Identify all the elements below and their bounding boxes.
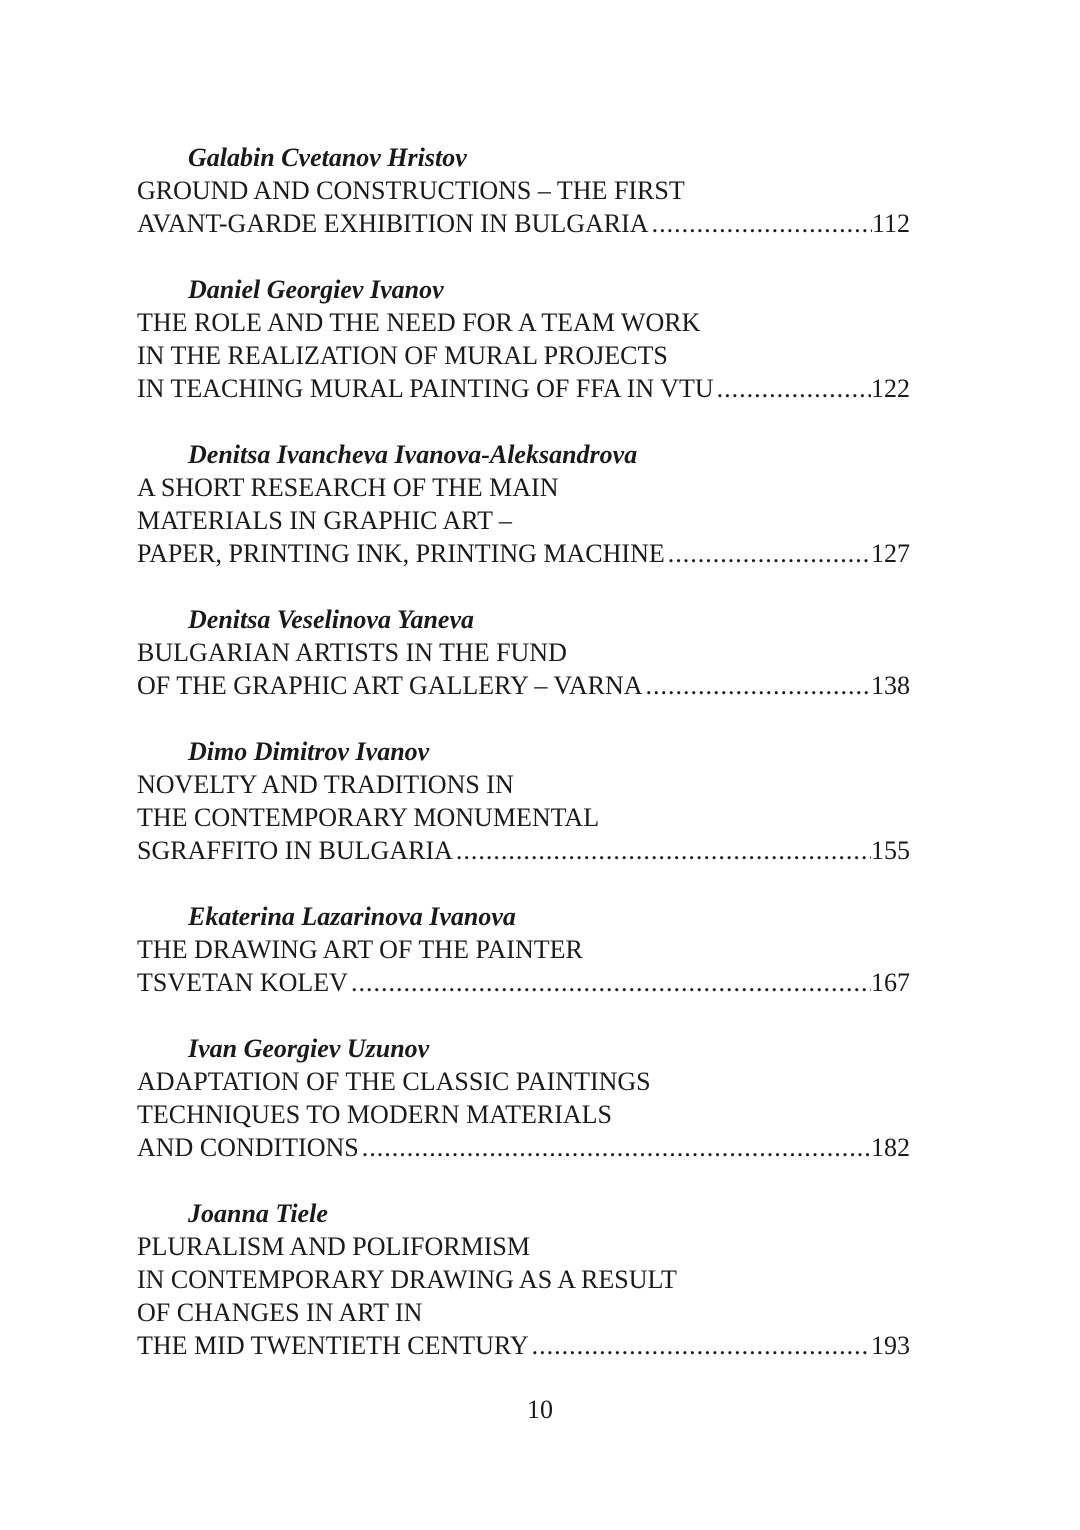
entry-title-line: THE ROLE AND THE NEED FOR A TEAM WORK [137, 308, 701, 337]
entry-title-line: AND CONDITIONS [137, 1133, 359, 1162]
entry-title-line: AVANT-GARDE EXHIBITION IN BULGARIA [137, 209, 649, 238]
dot-leader [649, 207, 872, 240]
toc-entry [137, 273, 910, 405]
entry-title-line: PAPER, PRINTING INK, PRINTING MACHINE [137, 539, 665, 568]
entry-title-line: IN TEACHING MURAL PAINTING OF FFA IN VTU [137, 374, 714, 403]
toc-entry [137, 1197, 910, 1362]
entry-author: Ekaterina Lazarinova Ivanova [188, 902, 516, 931]
entry-title-line: A SHORT RESEARCH OF THE MAIN [137, 473, 559, 502]
entry-page-number: 193 [871, 1331, 910, 1360]
entry-last-line [137, 834, 910, 867]
dot-leader [359, 1131, 871, 1164]
dot-leader [348, 966, 871, 999]
entry-title-line: THE MID TWENTIETH CENTURY [137, 1331, 529, 1360]
entry-page-number: 138 [871, 671, 910, 700]
entry-title-line: BULGARIAN ARTISTS IN THE FUND [137, 638, 567, 667]
entry-page-number: 127 [871, 539, 910, 568]
toc-entry [137, 1032, 910, 1164]
entry-page-number: 112 [871, 209, 910, 238]
entry-title-line: GROUND AND CONSTRUCTIONS – THE FIRST [137, 176, 685, 205]
entry-last-line [137, 1131, 910, 1164]
entry-title-line: OF THE GRAPHIC ART GALLERY – VARNA [137, 671, 643, 700]
page-number: 10 [527, 1395, 553, 1424]
toc-entry [137, 438, 910, 570]
entry-author: Joanna Tiele [188, 1199, 328, 1228]
entry-title-line: PLURALISM AND POLIFORMISM [137, 1232, 530, 1261]
entry-last-line [137, 966, 910, 999]
entry-last-line [137, 537, 910, 570]
dot-leader [529, 1329, 871, 1362]
entry-title-line: IN CONTEMPORARY DRAWING AS A RESULT [137, 1265, 677, 1294]
entry-author: Ivan Georgiev Uzunov [188, 1034, 430, 1063]
entry-page-number: 155 [871, 836, 910, 865]
entry-author: Galabin Cvetanov Hristov [188, 143, 467, 172]
entry-author: Denitsa Veselinova Yaneva [188, 605, 475, 634]
entry-last-line [137, 1329, 910, 1362]
toc-entry [137, 735, 910, 867]
entry-page-number: 182 [871, 1133, 910, 1162]
entry-author: Daniel Georgiev Ivanov [188, 275, 444, 304]
entry-title-line: THE DRAWING ART OF THE PAINTER [137, 935, 583, 964]
toc-entry [137, 141, 910, 240]
entry-last-line [137, 207, 910, 240]
entry-author: Denitsa Ivancheva Ivanova-Aleksandrova [188, 440, 638, 469]
dot-leader [665, 537, 871, 570]
entry-title-line: OF CHANGES IN ART IN [137, 1298, 423, 1327]
entry-title-line: THE CONTEMPORARY MONUMENTAL [137, 803, 600, 832]
entry-title-line: TSVETAN KOLEV [137, 968, 348, 997]
toc-entry [137, 900, 910, 999]
dot-leader [643, 669, 871, 702]
dot-leader [714, 372, 871, 405]
entry-title-line: NOVELTY AND TRADITIONS IN [137, 770, 514, 799]
entry-title-line: SGRAFFITO IN BULGARIA [137, 836, 453, 865]
entry-page-number: 167 [871, 968, 910, 997]
dot-leader [453, 834, 871, 867]
toc-entry [137, 603, 910, 702]
entry-title-line: ADAPTATION OF THE CLASSIC PAINTINGS [137, 1067, 651, 1096]
entry-title-line: TECHNIQUES TO MODERN MATERIALS [137, 1100, 612, 1129]
entry-author: Dimo Dimitrov Ivanov [188, 737, 430, 766]
entry-title-line: MATERIALS IN GRAPHIC ART – [137, 506, 512, 535]
entry-page-number: 122 [871, 374, 910, 403]
table-of-contents [137, 141, 910, 1395]
entry-last-line [137, 372, 910, 405]
entry-last-line [137, 669, 910, 702]
entry-title-line: IN THE REALIZATION OF MURAL PROJECTS [137, 341, 668, 370]
